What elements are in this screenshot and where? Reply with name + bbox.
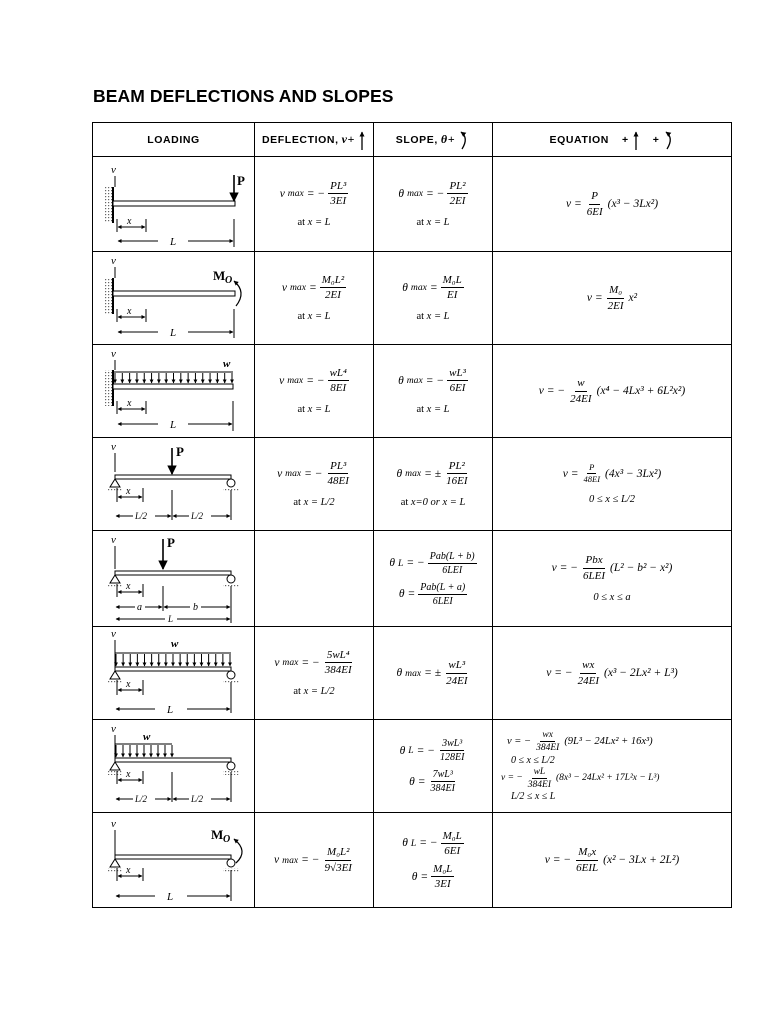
table-row <box>93 813 732 908</box>
up-arrow-icon <box>358 129 366 151</box>
svg-text:x: x <box>127 306 132 317</box>
slope-cell: θ max = $\frac{\text{M₀L}}{EI}$ at x = L <box>374 252 493 345</box>
equation-cell <box>493 345 732 438</box>
loading-diagram-simply-supported-end-moment <box>93 813 255 908</box>
slope-cell <box>374 720 493 813</box>
header-slope: SLOPE, θ+ <box>374 123 493 157</box>
table-row <box>93 438 732 531</box>
svg-text:L: L <box>170 236 177 248</box>
svg-text:M: M <box>211 827 224 842</box>
loading-diagram-cantilever-moment <box>93 252 255 345</box>
slope-right-formula: θ = Pab(L + a) 6LEI <box>398 581 466 607</box>
equation-formula: v = $\frac{\text{M₀}}{2EI}$ x² <box>586 284 638 312</box>
loading-diagram-cantilever-point-load <box>93 157 255 252</box>
svg-text:x: x <box>126 581 131 592</box>
svg-text:M: M <box>213 268 226 283</box>
svg-text:v: v <box>111 164 116 176</box>
loading-diagram-simply-supported-half-uniform <box>93 720 255 813</box>
page-title: BEAM DEFLECTIONS AND SLOPES <box>93 86 394 106</box>
svg-text:v: v <box>111 255 116 267</box>
header-deflection: DEFLECTION, v+ <box>255 123 374 157</box>
header-equation: EQUATION + + <box>493 123 732 157</box>
svg-text:w: w <box>143 731 151 743</box>
beam-table <box>92 122 732 908</box>
svg-text:w: w <box>223 358 231 370</box>
deflection-formula: v max = − $\frac{\text{PL³}}{48EI}$ <box>277 459 349 487</box>
svg-text:x: x <box>127 216 132 227</box>
svg-text:x: x <box>126 486 131 497</box>
svg-text:v: v <box>111 534 116 546</box>
deflection-formula: v max = $\frac{\text{M₀L²}}{2EI}$ <box>281 273 345 301</box>
slope-cell <box>374 531 493 627</box>
slope-right-formula: θ = $\frac{\text{7wL³}}{384EI}$ <box>409 769 455 794</box>
equation-cell <box>493 157 732 252</box>
equation-formula: v = − $\frac{w}{24EI}$ (x⁴ − 4Lx³ + 6L²x²) <box>538 377 686 405</box>
svg-text:L/2: L/2 <box>135 794 148 804</box>
equation-cell <box>493 252 732 345</box>
svg-text:x: x <box>126 679 131 690</box>
svg-text:L: L <box>170 419 177 431</box>
slope-formula: θ max = − $\frac{\text{wL³}}{6EI}$ <box>398 366 466 394</box>
equation-formula: v = $\frac{P}{48EI}$ (4x³ − 3Lx²) <box>562 461 662 484</box>
deflection-formula: v max = − $\frac{\text{M₀L²}}{9√3EI}$ <box>274 846 352 874</box>
svg-text:x: x <box>126 769 131 780</box>
slope-left-formula: θ L = − $\frac{\text{3wL³}}{128EI}$ <box>399 738 465 763</box>
svg-text:L/2: L/2 <box>191 511 204 521</box>
svg-text:v: v <box>111 628 116 640</box>
table-row <box>93 252 732 345</box>
beam-diagram <box>93 720 253 812</box>
equation-condition: 0 ≤ x ≤ a <box>593 591 631 603</box>
ccw-arrow-icon <box>663 129 675 151</box>
up-arrow-icon <box>632 129 640 151</box>
svg-text:O: O <box>223 834 231 845</box>
slope-formula: θ max = ± $\frac{\text{PL²}}{16EI}$ <box>396 459 468 487</box>
beam-diagram <box>93 813 253 907</box>
svg-text:L/2: L/2 <box>135 511 148 521</box>
svg-text:x: x <box>127 398 132 409</box>
svg-text:v: v <box>111 818 116 830</box>
equation-formula: v = − M₀x 6EIL (x² − 3Lx + 2L²) <box>544 846 680 874</box>
svg-text:a: a <box>137 602 142 613</box>
slope-cell: θ max = − $\frac{\text{PL²}}{2EI}$ at x = L <box>374 157 493 252</box>
equation-condition: 0 ≤ x ≤ L/2 <box>589 494 635 506</box>
equation-formula: v = − Pbx 6LEI (L² − b² − x²) <box>551 554 673 582</box>
svg-text:L: L <box>170 327 177 339</box>
equation-cell <box>493 531 732 627</box>
table-row <box>93 345 732 438</box>
svg-text:v: v <box>111 441 116 453</box>
deflection-formula: v max = − $\frac{\text{wL⁴}}{8EI}$ <box>279 366 347 394</box>
deflection-cell: v max = $\frac{\text{M₀L²}}{2EI}$ at x = L <box>255 252 374 345</box>
svg-text:P: P <box>167 535 175 550</box>
loading-diagram-simply-supported-center-point <box>93 438 255 531</box>
equation-cell <box>493 438 732 531</box>
slope-formula: θ max = − $\frac{\text{PL²}}{2EI}$ <box>398 179 466 207</box>
loading-diagram-cantilever-uniform-load <box>93 345 255 438</box>
slope-cell <box>374 813 493 908</box>
svg-text:v: v <box>111 723 116 735</box>
equation-formula: v = $\frac{P}{6EI}$ (x³ − 3Lx²) <box>565 190 659 218</box>
slope-cell: θ max = ± $\frac{\text{PL²}}{16EI}$ at x=0 or x = L <box>374 438 493 531</box>
beam-diagram <box>93 345 253 437</box>
ccw-arrow-icon <box>458 129 470 151</box>
slope-left-formula: θ L = − $\frac{\text{M₀L}}{6EI}$ <box>402 829 462 857</box>
deflection-cell-empty <box>255 531 374 627</box>
deflection-cell: v max = − $\frac{\text{wL⁴}}{8EI}$ at x = L <box>255 345 374 438</box>
svg-text:L: L <box>167 704 174 716</box>
deflection-cell: v max = − $\frac{\text{PL³}}{3EI}$ at x = L <box>255 157 374 252</box>
table-row <box>93 627 732 720</box>
header-loading: LOADING <box>93 123 255 157</box>
loading-diagram-simply-supported-offset-point <box>93 531 255 627</box>
beam-diagram <box>93 252 253 344</box>
equation-cell <box>493 720 732 813</box>
svg-text:P: P <box>176 444 184 459</box>
slope-formula: θ max = ± $\frac{\text{wL³}}{24EI}$ <box>396 659 468 687</box>
table-row <box>93 720 732 813</box>
svg-text:v: v <box>111 348 116 360</box>
svg-text:b: b <box>193 602 198 613</box>
equation-formula-2: v = − $\frac{wL}{384EI}$ (8x³ − 24Lx² + 17L²x − L³) <box>501 766 660 790</box>
svg-text:O: O <box>225 275 233 286</box>
loading-diagram-simply-supported-uniform <box>93 627 255 720</box>
equation-condition-1: 0 ≤ x ≤ L/2 <box>511 754 555 766</box>
beam-diagram <box>93 627 253 719</box>
beam-diagram <box>93 531 253 626</box>
svg-text:L/2: L/2 <box>191 794 204 804</box>
equation-cell <box>493 627 732 720</box>
table-row <box>93 531 732 627</box>
svg-text:w: w <box>171 638 179 650</box>
table-row <box>93 157 732 252</box>
svg-text:L: L <box>168 614 174 624</box>
slope-right-formula: θ = $\frac{\text{M₀L}}{3EI}$ <box>411 863 453 891</box>
slope-left-formula: θ L = − Pab(L + b) 6LEI <box>389 550 475 576</box>
deflection-formula: v max = − $\frac{\text{PL³}}{3EI}$ <box>279 179 347 207</box>
equation-cell <box>493 813 732 908</box>
slope-cell: θ max = − $\frac{\text{wL³}}{6EI}$ at x = L <box>374 345 493 438</box>
deflection-cell-empty <box>255 720 374 813</box>
svg-text:P: P <box>237 173 245 188</box>
header-row <box>93 123 732 157</box>
svg-text:x: x <box>126 865 131 876</box>
equation-formula: v = − $\frac{wx}{24EI}$ (x³ − 2Lx² + L³) <box>546 659 678 687</box>
deflection-formula: v max = − $\frac{\text{5wL⁴}}{384EI}$ <box>274 648 352 676</box>
equation-condition-2: L/2 ≤ x ≤ L <box>511 791 556 803</box>
equation-formula-1: v = − $\frac{wx}{384EI}$ (9L³ − 24Lx² + 16x³) <box>507 729 653 754</box>
beam-diagram <box>93 157 253 251</box>
slope-cell <box>374 627 493 720</box>
svg-text:L: L <box>167 891 174 903</box>
deflection-cell: v max = − $\frac{\text{PL³}}{48EI}$ at x = L/2 <box>255 438 374 531</box>
deflection-cell <box>255 813 374 908</box>
deflection-cell: v max = − $\frac{\text{5wL⁴}}{384EI}$ at x = L/2 <box>255 627 374 720</box>
beam-diagram <box>93 438 253 530</box>
slope-formula: θ max = $\frac{\text{M₀L}}{EI}$ <box>402 273 462 301</box>
